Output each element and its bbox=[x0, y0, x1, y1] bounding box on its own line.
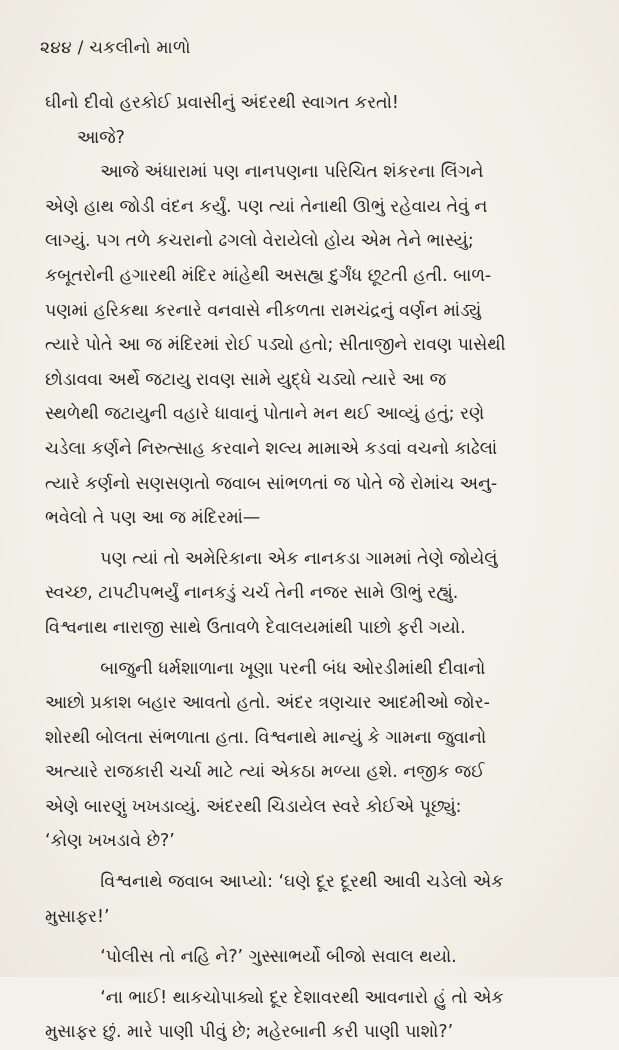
paragraph bbox=[45, 155, 577, 536]
text-line: ચડેલા કર્ણને નિરુત્સાહ કરવાને શલ્ય મામાએ કડવાં વચનો કાઢેલાં bbox=[45, 438, 498, 459]
text-line: ત્યારે પોતે આ જ મંદિરમાં રોઈ પડ્યો હતો; સીતાજીને રાવણ પાસેથી bbox=[45, 335, 506, 356]
text-line: મુસાફર!’ bbox=[45, 906, 110, 927]
body-text bbox=[45, 86, 577, 1050]
text-line: છોડાવવા અર્થે જટાયુ રાવણ સામે યુદ્ધે ચડ્યો ત્યારે આ જ bbox=[45, 369, 447, 390]
text-line: સ્થળેથી જટાયુની વહારે ધાવાનું પોતાને મન થઈ આવ્યું હતું; રણે bbox=[45, 404, 485, 425]
text-line: વિશ્વનાથ નારાજી સાથે ઉતાવળે દેવાલયમાંથી પાછો ફરી ગયો. bbox=[45, 617, 466, 638]
text-line: આછો પ્રકાશ બહાર આવતો હતો. અંદર ત્રણચાર આદમીઓ જોર- bbox=[45, 693, 490, 714]
paragraph bbox=[45, 121, 577, 156]
text-line: કબૂતરોની હગારથી મંદિર માંહેથી અસહ્ય દુર્ગંધ છૂટતી હતી. બાળ- bbox=[45, 265, 492, 286]
paragraph bbox=[45, 652, 577, 860]
running-head: ૨૪૪ / ચકલીનો માળો bbox=[40, 38, 191, 58]
text-line: એણે બારણું ખખડાવ્યું. અંદરથી ચિડાયેલ સ્વરે કોઈએ પૂછ્યું: bbox=[45, 796, 462, 817]
text-line: અત્યારે રાજકારી ચર્ચા માટે ત્યાં એકઠા મળ્યા હશે. નજીક જઈ bbox=[45, 762, 485, 783]
text-line: પણ ત્યાં તો અમેરિકાના એક નાનકડા ગામમાં તેણે જોયેલું bbox=[45, 548, 498, 569]
text-line: એણે હાથ જોડી વંદન કર્યું. પણ ત્યાં તેનાથી ઊભું રહેવાય તેવું ન bbox=[45, 196, 488, 217]
text-line: ‘કોણ ખખડાવે છે?’ bbox=[45, 831, 175, 852]
text-line: શોરથી બોલતા સંભળાતા હતા. વિશ્વનાથે માન્યું કે ગામના જુવાનો bbox=[45, 727, 487, 748]
text-line: બાજુની ધર્મશાળાના ખૂણા પરની બંધ ઓરડીમાંથી દીવાનો bbox=[45, 658, 486, 679]
text-line: પણમાં હરિકથા કરનારે વનવાસે નીકળતા રામચંદ્રનું વર્ણન માંડ્યું bbox=[45, 300, 482, 321]
paragraph bbox=[45, 86, 577, 121]
paragraph bbox=[45, 865, 577, 934]
text-line: સ્વચ્છ, ટાપટીપભર્યું નાનકડું ચર્ચ તેની નજર સામે ઊભું રહ્યું. bbox=[45, 583, 459, 604]
text-line: ભવેલો તે પણ આ જ મંદિરમાં— bbox=[45, 508, 261, 529]
text-line: આજે અંધારામાં પણ નાનપણના પરિચિત શંકરના લિંગને bbox=[45, 162, 484, 183]
paragraph bbox=[45, 542, 577, 646]
paragraph bbox=[45, 981, 577, 1050]
text-line: ‘પોલીસ તો નહિ ને?’ ગુસ્સાભર્યો બીજો સવાલ થયો. bbox=[45, 947, 457, 968]
text-line: વિશ્વનાથે જવાબ આપ્યો: ‘ઘણે દૂર દૂરથી આવી ચડેલો એક bbox=[45, 872, 504, 893]
text-line: ‘ના ભાઈ! થાકચોપાક્યો દૂર દેશાવરથી આવનારો હું તો એક bbox=[45, 987, 504, 1008]
text-line: આજે? bbox=[77, 127, 125, 148]
paragraph bbox=[45, 940, 577, 975]
text-line: ત્યારે કર્ણનો સણસણતો જવાબ સાંભળતાં જ પોતે જે રોમાંચ અનુ- bbox=[45, 473, 498, 494]
text-line: લાગ્યું. પગ તળે કચરાનો ઢગલો વેરાયેલો હોય એમ તેને ભાસ્યું; bbox=[45, 231, 474, 252]
text-line: મુસાફર છું. મારે પાણી પીવું છે; મહેરબાની કરી પાણી પાશો?’ bbox=[45, 1022, 454, 1043]
text-line: ઘીનો દીવો હરકોઈ પ્રવાસીનું અંદરથી સ્વાગત કરતો! bbox=[45, 93, 399, 113]
